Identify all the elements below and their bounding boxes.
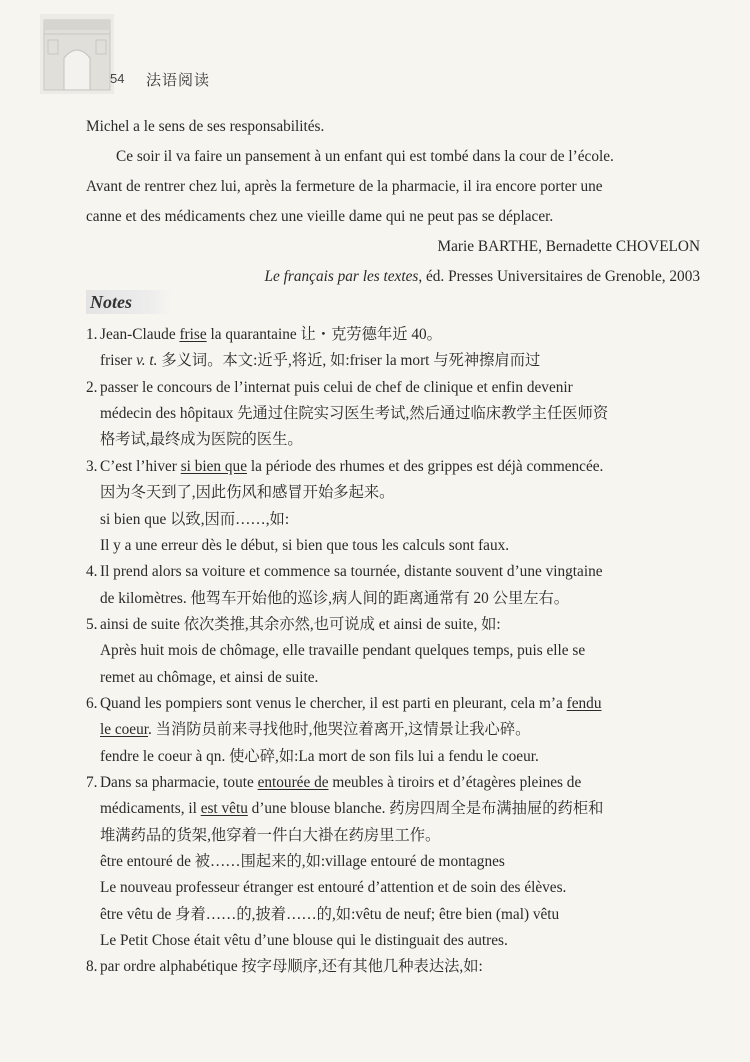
note-2-line: 格考试,最终成为医院的医生。	[100, 431, 303, 448]
passage-source	[265, 267, 700, 287]
page-header	[40, 14, 340, 94]
source-publisher: , éd. Presses Universitaires de Grenoble, 2003	[418, 268, 700, 285]
note-5: 5. ainsi de suite 依次类推,其余亦然,也可说成 et ainsi de suite, 如:	[86, 616, 501, 633]
arc-de-triomphe-icon	[40, 14, 114, 94]
note-7-line: Le Petit Chose était vêtu d’une blouse qui le distinguait des autres.	[100, 932, 508, 949]
underlined-term: le coeur	[100, 721, 148, 738]
note-6-line: fendre le coeur à qn. 使心碎,如:La mort de son fils lui a fendu le coeur.	[100, 748, 539, 765]
note-number: 7.	[86, 774, 98, 791]
note-7: 7. Dans sa pharmacie, toute entourée de meubles à tiroirs et d’étagères pleines de	[86, 774, 582, 791]
note-7-line: médicaments, il est vêtu d’une blouse blanche. 药房四周全是布满抽屉的药柜和	[100, 800, 604, 817]
book-title: 法语阅读	[146, 71, 211, 89]
note-7-line: Le nouveau professeur étranger est entouré d’attention et de soin des élèves.	[100, 879, 567, 896]
underlined-term: entourée de	[257, 774, 329, 791]
passage-author: Marie BARTHE, Bernadette CHOVELON	[437, 238, 700, 255]
underlined-term: fendu	[566, 695, 602, 712]
note-number: 3.	[86, 458, 98, 475]
note-2-line: médecin des hôpitaux 先通过住院实习医生考试,然后通过临床教学主任医师资	[100, 405, 609, 422]
note-6: 6. Quand les pompiers sont venus le chercher, il est parti en pleurant, cela m’a fendu	[86, 695, 602, 712]
note-number: 6.	[86, 695, 98, 712]
note-3-line: Il y a une erreur dès le début, si bien que tous les calculs sont faux.	[100, 537, 510, 554]
note-1: 1. Jean-Claude frise la quarantaine 让・克劳德年近 40。	[86, 326, 442, 343]
note-4: 4. Il prend alors sa voiture et commence sa tournée, distante souvent d’une vingtaine	[86, 563, 603, 580]
note-5-line: remet au chômage, et ainsi de suite.	[100, 669, 319, 686]
note-number: 8.	[86, 958, 98, 975]
note-3-line: 因为冬天到了,因此伤风和感冒开始多起来。	[100, 484, 395, 501]
source-title: Le français par les textes	[264, 268, 419, 285]
passage-line: Avant de rentrer chez lui, après la fermeture de la pharmacie, il ira encore porter une	[86, 178, 603, 195]
note-3-line: si bien que 以致,因而……,如:	[100, 511, 290, 528]
note-8: 8. par ordre alphabétique 按字母顺序,还有其他几种表达法,如:	[86, 958, 483, 975]
passage-line: canne et des médicaments chez une vieille dame qui ne peut pas se déplacer.	[86, 208, 554, 225]
note-number: 4.	[86, 563, 98, 580]
note-5-line: Après huit mois de chômage, elle travaille pendant quelques temps, puis elle se	[100, 642, 586, 659]
page-number: 54	[110, 71, 125, 86]
note-6-line: le coeur. 当消防员前来寻找他时,他哭泣着离开,这情景让我心碎。	[100, 721, 531, 738]
passage-line: Ce soir il va faire un pansement à un enfant qui est tombé dans la cour de l’école.	[116, 148, 614, 165]
note-1-line: friser v. t. 多义词。本文:近乎,将近, 如:friser la mort 与死神擦肩而过	[100, 352, 541, 369]
passage-line: Michel a le sens de ses responsabilités.	[86, 118, 325, 135]
underlined-term: si bien que	[180, 458, 247, 475]
note-number: 5.	[86, 616, 98, 633]
note-number: 2.	[86, 379, 98, 396]
underlined-term: est vêtu	[200, 800, 248, 817]
note-3: 3. C’est l’hiver si bien que la période des rhumes et des grippes est déjà commencée.	[86, 458, 604, 475]
note-2: 2. passer le concours de l’internat puis celui de chef de clinique et enfin devenir	[86, 379, 573, 396]
note-4-line: de kilomètres. 他驾车开始他的巡诊,病人间的距离通常有 20 公里左右。	[100, 590, 570, 607]
note-number: 1.	[86, 326, 98, 343]
underlined-term: frise	[179, 326, 207, 343]
note-7-line: être vêtu de 身着……的,披着……的,如:vêtu de neuf; être bien (mal) vêtu	[100, 906, 560, 923]
note-7-line: 堆满药品的货架,他穿着一件白大褂在药房里工作。	[100, 827, 441, 844]
note-7-line: être entouré de 被……围起来的,如:village entouré de montagnes	[100, 853, 505, 870]
notes-heading: Notes	[86, 290, 172, 314]
